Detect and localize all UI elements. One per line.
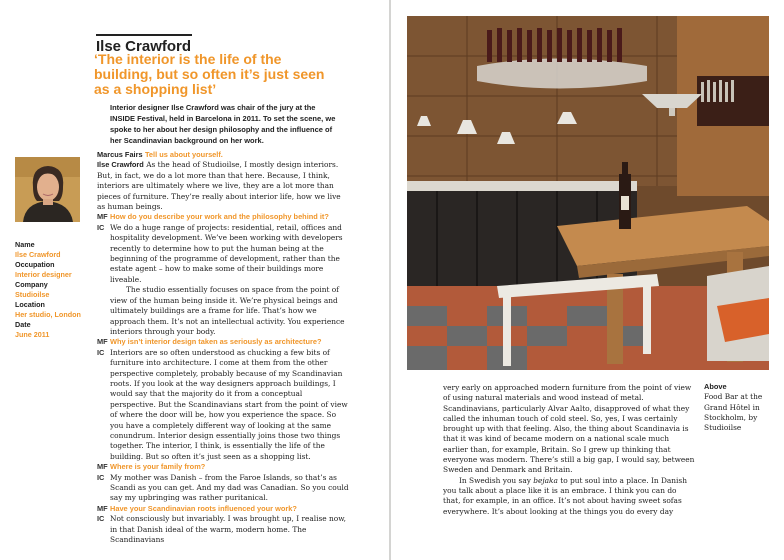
mf-tag: MF	[97, 337, 108, 347]
question-3	[97, 337, 349, 347]
mf-tag: MF	[97, 503, 108, 513]
ic-tag: IC	[97, 222, 105, 232]
question-1-text: Tell us about yourself.	[144, 150, 223, 159]
name-value: Ilse Crawford	[15, 250, 61, 259]
caption-label: Above	[704, 382, 727, 391]
ic-tag: IC	[97, 472, 105, 482]
interviewee-label: Ilse Crawford	[97, 160, 144, 170]
answer-5	[97, 514, 349, 545]
ic-tag: IC	[97, 347, 105, 357]
question-5	[97, 504, 349, 514]
answer-2a-text: We do a huge range of projects: residential, retail, offices and hospitality development. We’ve been working with developers recently to determine how to put the human being at the beginning of the programme of development, rather than the estate agent – how to make some of their buildings more liveable.	[110, 222, 343, 284]
interview-body	[97, 150, 349, 545]
answer-3-text: Interiors are so often understood as chucking a few bits of furniture into architecture. I come at them from the other perspective completely, probably because of my Scandinavian roots. If you look at the way designers approach buildings, I would say that the majority do it from a conceptual perspective. But the Scandinavians start from the point of view of where the door will be, how you experience the space. So you have a completely different way of looking at the same conundrum. Interior design essentially joins those two things together. The interior, I think, is essentially the life of the building. But so often it’s just seen as a shopping list.	[110, 347, 348, 461]
answer-4	[97, 473, 349, 504]
portrait-illustration	[15, 157, 80, 222]
question-4	[97, 462, 349, 472]
answer-4-text: My mother was Danish – from the Faroe Islands, so that’s as Scandi as you can get. And my dad was Canadian. So you could say my upbringing was rather puritanical.	[110, 472, 349, 503]
article-intro: Interior designer Ilse Crawford was chair of the jury at the INSIDE Festival, held in Barcelona in 2011. To set the scene, we spoke to her about her design philosophy and the influence of her Scandinavian background on her work.	[110, 103, 336, 145]
question-4-text: Where is your family from?	[110, 462, 206, 472]
answer-3	[97, 348, 349, 462]
question-2	[97, 212, 349, 222]
photo-caption	[704, 382, 774, 433]
right-page	[391, 0, 784, 560]
date-label: Date	[15, 320, 31, 329]
answer-2b-text: The studio essentially focuses on space from the point of view of the human being inside it. We’re physical beings and ultimately buildings are a frame for life. That’s how we approach them. It’s not an intellectual activity. You experience interiors through your body.	[110, 285, 345, 336]
date-value: June 2011	[15, 330, 50, 339]
question-2-text: How do you describe your work and the philosophy behind it?	[110, 212, 329, 222]
continuation-paragraph-1: very early on approached modern furniture from the point of view of using natural materials and wood instead of metal. Scandinavians, particularly Alvar Aalto, disapproved of what they called the inhuman touch of cold steel. So, yes, I was certainly brought up with that feeling. Also, the thing about Scandinavia is that it was kind of became modern on a national scale much earlier than, for example, Britain. So I grew up thinking that everyone was modern. There’s still a big gap, I would say, between Sweden and Denmark and Britain.	[443, 383, 695, 475]
p2-lead: In Swedish you say	[459, 475, 534, 485]
interviewer-name: Marcus Fairs	[97, 150, 143, 159]
caption-text: Food Bar at the Grand Hôtel in Stockholm, by Studioilse	[704, 392, 763, 433]
food-bar-photo	[407, 16, 769, 370]
left-page	[0, 0, 389, 560]
question-5-text: Have your Scandinavian roots influenced your work?	[110, 503, 297, 513]
profile-details	[15, 240, 85, 340]
company-value: Studioilse	[15, 290, 50, 299]
interviewee-name-heading: Ilse Crawford	[96, 34, 192, 55]
portrait-photo	[15, 157, 80, 222]
location-value: Her studio, London	[15, 310, 81, 319]
name-label: Name	[15, 240, 35, 249]
p2-emphasis: bejaka	[533, 475, 558, 485]
answer-5-text: Not consciously but invariably. I was brought up, I realise now, in that Danish ideal of the warm, modern home. The Scandinavians	[110, 514, 347, 545]
occupation-label: Occupation	[15, 260, 55, 269]
continuation-body	[443, 383, 695, 517]
answer-2-cont	[97, 285, 349, 337]
article-headline: ‘The interior is the life of the building, but so often it’s just seen as a shopping list’	[94, 51, 325, 97]
food-bar-illustration	[407, 16, 769, 370]
occupation-value: Interior designer	[15, 270, 72, 279]
location-label: Location	[15, 300, 45, 309]
mf-tag: MF	[97, 212, 108, 222]
ic-tag: IC	[97, 514, 105, 524]
company-label: Company	[15, 280, 48, 289]
mf-tag: MF	[97, 462, 108, 472]
question-1	[97, 150, 349, 160]
answer-1-text: As the head of Studioilse, I mostly design interiors. But, in fact, we do a lot more than that here. Because, I think, interiors are ultimately where we live, they are a lot more than pieces of furniture. They’re really about interior life, how we live as human beings.	[97, 160, 341, 212]
answer-1	[97, 160, 349, 212]
question-3-text: Why isn’t interior design taken as seriously as architecture?	[110, 337, 322, 347]
continuation-paragraph-2	[443, 476, 695, 517]
answer-2	[97, 223, 349, 285]
p2-tail: to put soul into a place. In Danish you talk about a place like it is an embrace. I think you can do that, for example, in an office. It’s not about having sweet sofas everywhere. It’s about looking at the things you do every day	[443, 475, 687, 516]
